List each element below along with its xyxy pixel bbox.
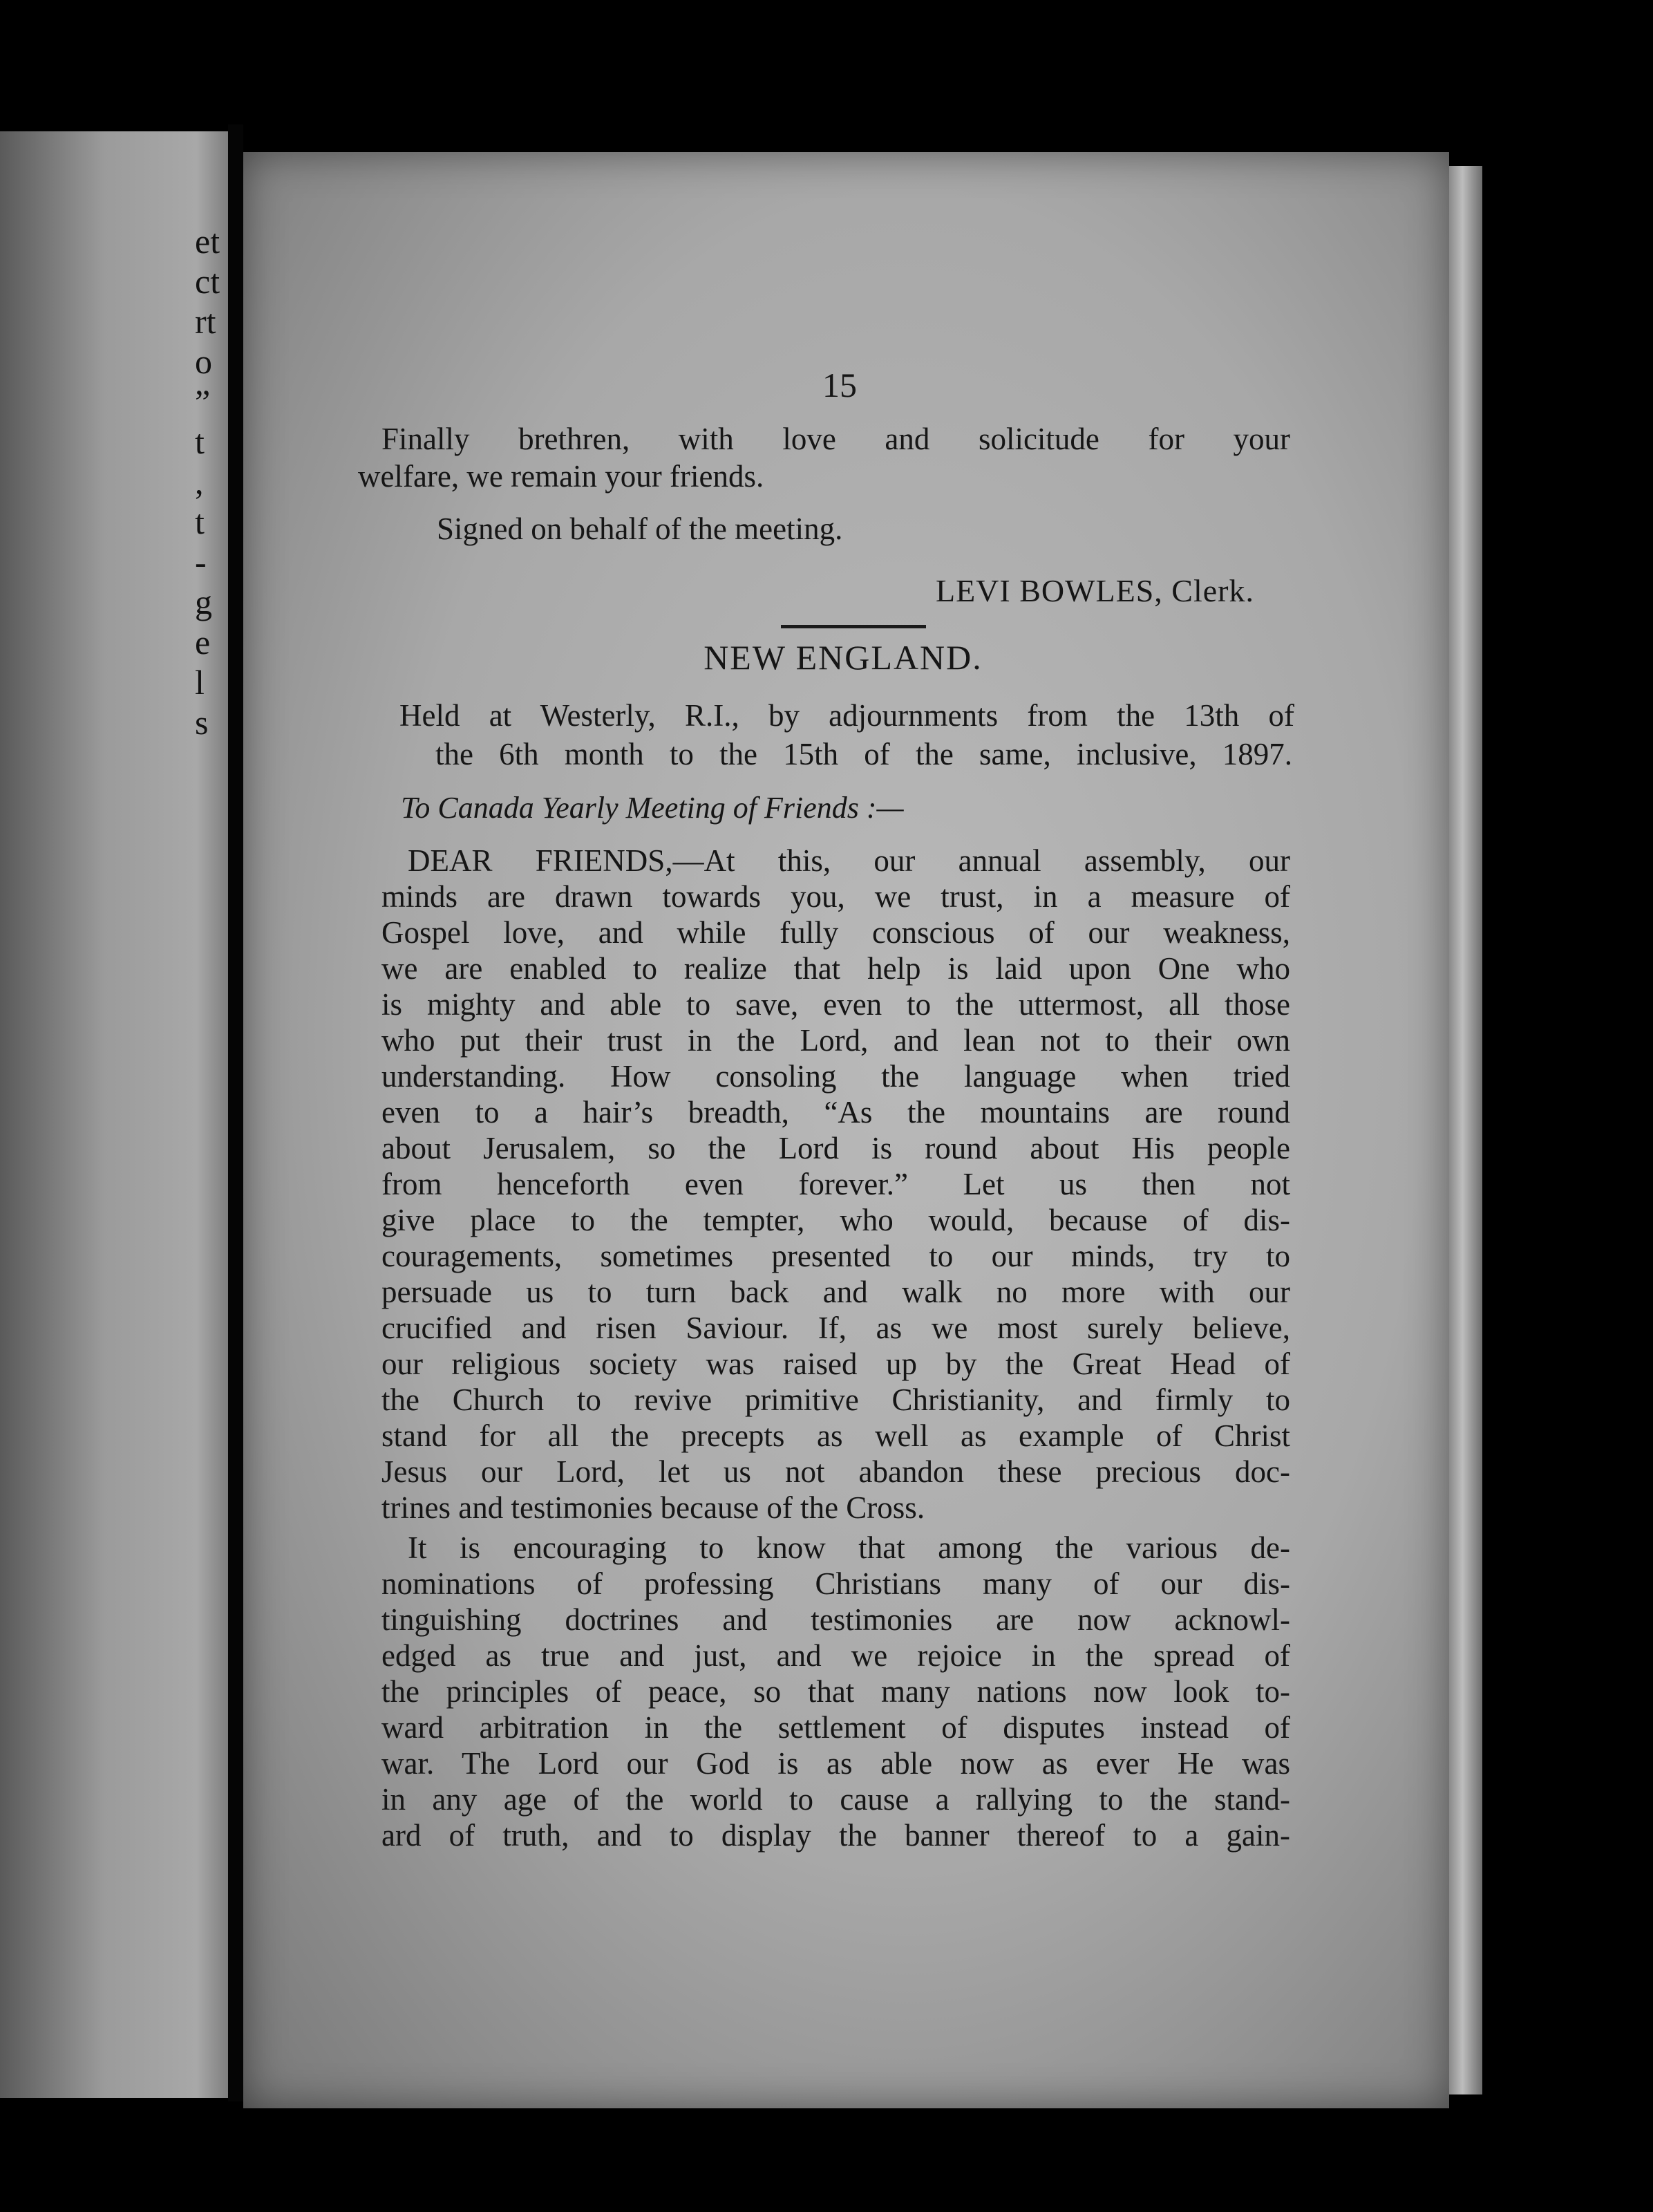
paragraph-2-line: ward arbitration in the settlement of disputes instead of (381, 1710, 1290, 1745)
paragraph-1-line: about Jerusalem, so the Lord is round about His people (381, 1131, 1290, 1165)
closing-line: Signed on behalf of the meeting. (437, 512, 843, 546)
left-edge-fragment: s (195, 703, 209, 742)
paragraph-1-line: give place to the tempter, who would, because of dis- (381, 1203, 1290, 1237)
signature: LEVI BOWLES, Clerk. (935, 573, 1254, 608)
paragraph-1-line: couragements, sometimes presented to our minds, try to (381, 1239, 1290, 1273)
paragraph-2-line: edged as true and just, and we rejoice in the spread of (381, 1638, 1290, 1673)
left-edge-fragment: - (195, 543, 207, 581)
held-at-line: Held at Westerly, R.I., by adjournments from the 13th of (399, 698, 1294, 733)
held-at-line: the 6th month to the 15th of the same, inclusive, 1897. (435, 737, 1292, 771)
letter-address: To Canada Yearly Meeting of Friends :— (401, 791, 904, 825)
left-edge-fragment: rt (195, 302, 216, 341)
paragraph-1-line: minds are drawn towards you, we trust, in a measure of (381, 879, 1290, 914)
left-edge-fragment: e (195, 623, 211, 662)
paragraph-2-line: It is encouraging to know that among the various de- (408, 1530, 1290, 1565)
section-heading: NEW ENGLAND. (703, 638, 983, 677)
paragraph-1-line: stand for all the precepts as well as example of Christ (381, 1418, 1290, 1453)
paragraph-2-line: nominations of professing Christians many of our dis- (381, 1566, 1290, 1601)
left-edge-fragment: ” (195, 382, 211, 421)
left-edge-fragment: o (195, 342, 212, 381)
left-edge-fragment: ct (195, 262, 220, 301)
left-edge-fragment: g (195, 583, 212, 621)
paragraph-1-line: the Church to revive primitive Christianity, and firmly to (381, 1382, 1290, 1417)
paragraph-1-line: we are enabled to realize that help is laid upon One who (381, 951, 1290, 986)
left-edge-fragment: , (195, 462, 204, 501)
paragraph-1-line: Jesus our Lord, let us not abandon these precious doc- (381, 1454, 1290, 1489)
paragraph-1-line: who put their trust in the Lord, and lean not to their own (381, 1023, 1290, 1058)
left-edge-fragment: t (195, 503, 205, 541)
paragraph-2-line: tinguishing doctrines and testimonies are now acknowl- (381, 1602, 1290, 1637)
page-number: 15 (822, 366, 857, 404)
paragraph-1-line: trines and testimonies because of the Cross. (381, 1490, 925, 1525)
closing-line: Finally brethren, with love and solicitude for your (381, 422, 1290, 456)
paragraph-2-line: in any age of the world to cause a rallying to the stand- (381, 1782, 1290, 1817)
paragraph-1-line: DEAR FRIENDS,—At this, our annual assembly, our (408, 843, 1290, 878)
paragraph-1-line: is mighty and able to save, even to the uttermost, all those (381, 987, 1290, 1022)
left-edge-fragment: l (195, 663, 205, 702)
paragraph-2-line: war. The Lord our God is as able now as ever He was (381, 1746, 1290, 1781)
paragraph-1-line: from henceforth even forever.” Let us then not (381, 1167, 1290, 1201)
left-edge-fragment: et (195, 222, 220, 261)
paragraph-1-line: understanding. How consoling the language when tried (381, 1059, 1290, 1094)
left-edge-fragment: t (195, 422, 205, 461)
section-divider (781, 625, 926, 628)
paragraph-2-line: ard of truth, and to display the banner thereof to a gain- (381, 1818, 1290, 1853)
paragraph-1-line: even to a hair’s breadth, “As the mountains are round (381, 1095, 1290, 1130)
paragraph-2-line: the principles of peace, so that many nations now look to- (381, 1674, 1290, 1709)
paragraph-1-line: persuade us to turn back and walk no more with our (381, 1275, 1290, 1309)
paragraph-1-line: crucified and risen Saviour. If, as we most surely believe, (381, 1311, 1290, 1345)
closing-line: welfare, we remain your friends. (358, 459, 764, 494)
paragraph-1-line: Gospel love, and while fully conscious of our weakness, (381, 915, 1290, 950)
paragraph-1-line: our religious society was raised up by the Great Head of (381, 1347, 1290, 1381)
